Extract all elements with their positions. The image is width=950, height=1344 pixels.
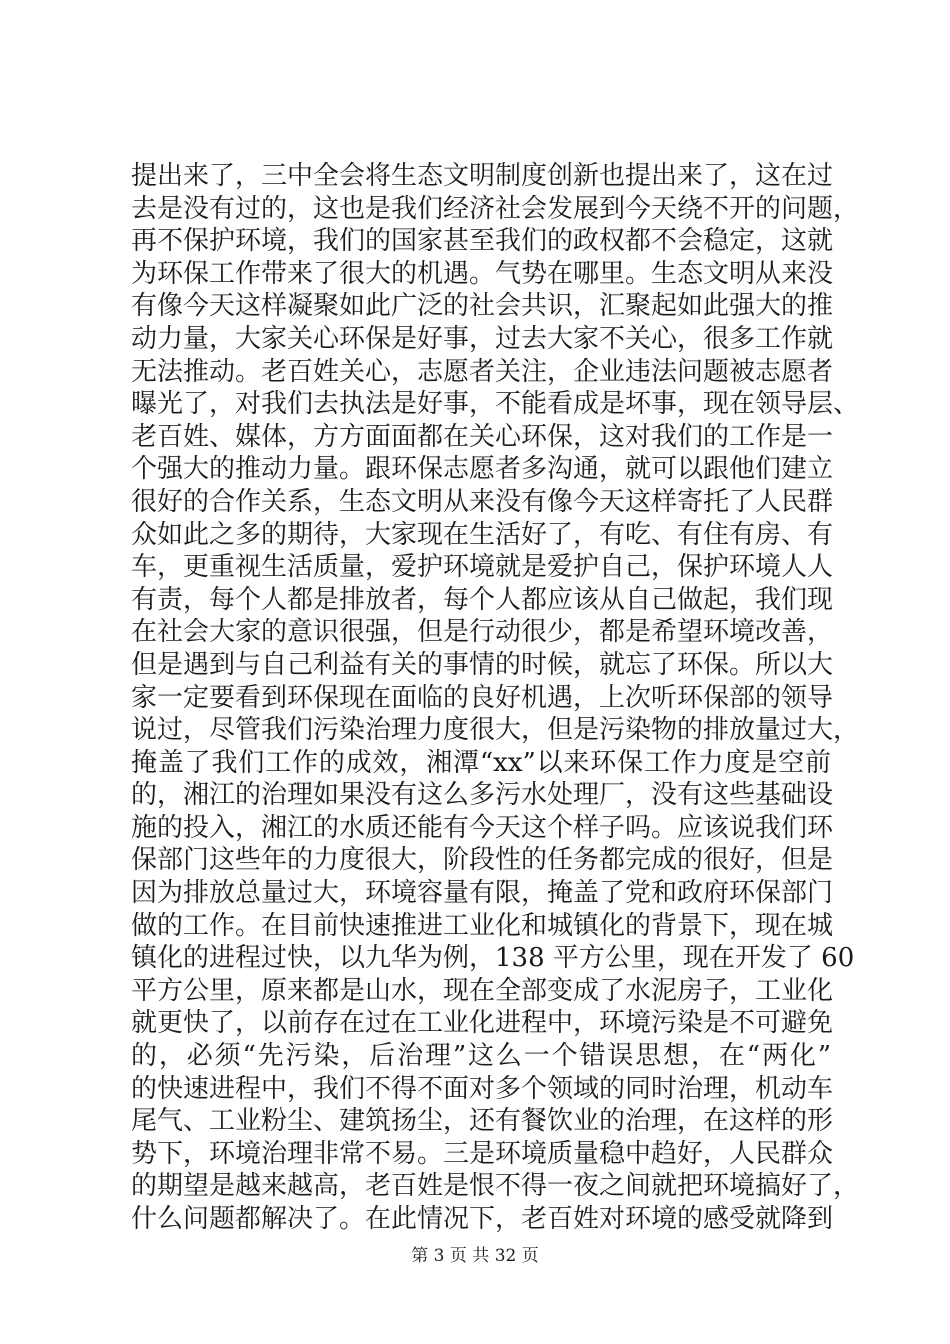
text-line: 的，必须“先污染，后治理”这么一个错误思想，在“两化” [131,1041,831,1072]
text-line: 很好的合作关系，生态文明从来没有像今天这样寄托了人民群 [131,486,834,517]
text-line: 什么问题都解决了。在此情况下，老百姓对环境的感受就降到 [131,1204,834,1234]
text-line: 动力量，大家关心环保是好事，过去大家不关心，很多工作就 [131,323,834,354]
text-line: 提出来了，三中全会将生态文明制度创新也提出来了，这在过 [131,161,834,191]
text-line: 势下，环境治理非常不易。三是环境质量稳中趋好，人民群众 [131,1138,834,1169]
text-line: 为环保工作带来了很大的机遇。气势在哪里。生态文明从来没 [131,258,834,289]
text-line: 有责，每个人都是排放者，每个人都应该从自己做起，我们现 [131,584,834,615]
text-line: 再不保护环境，我们的国家甚至我们的政权都不会稳定，这就 [131,226,834,257]
body-text [131,160,860,1236]
text-line: 车，更重视生活质量，爱护环境就是爱护自己，保护环境人人 [131,552,834,583]
text-line: 因为排放总量过大，环境容量有限，掩盖了党和政府环保部门 [131,878,834,909]
text-line: 说过，尽管我们污染治理力度很大，但是污染物的排放量过大， [131,715,860,746]
text-line: 无法推动。老百姓关心，志愿者关注，企业违法问题被志愿者 [131,356,834,387]
page-footer [0,1241,950,1266]
text-line: 掩盖了我们工作的成效，湘潭“xx”以来环保工作力度是空前 [131,747,831,778]
text-line: 曝光了，对我们去执法是好事，不能看成是坏事，现在领导层、 [131,389,860,420]
text-line: 有像今天这样凝聚如此广泛的社会共识，汇聚起如此强大的推 [131,291,834,322]
text-line: 就更快了，以前存在过在工业化进程中，环境污染是不可避免 [131,1008,834,1039]
text-line: 镇化的进程过快，以九华为例，138 平方公里，现在开发了 60 [131,943,855,974]
text-line: 平方公里，原来都是山水，现在全部变成了水泥房子，工业化 [131,975,834,1006]
text-line: 尾气、工业粉尘、建筑扬尘，还有餐饮业的治理，在这样的形 [131,1106,834,1137]
text-line: 但是遇到与自己利益有关的事情的时候，就忘了环保。所以大 [131,649,834,680]
page-number-label: 第 3 页 共 32 页 [411,1246,539,1266]
text-line: 家一定要看到环保现在面临的良好机遇，上次听环保部的领导 [131,682,834,713]
text-line: 的，湘江的治理如果没有这么多污水处理厂，没有这些基础设 [131,780,834,811]
text-line: 做的工作。在目前快速推进工业化和城镇化的背景下，现在城 [131,910,834,941]
text-line: 老百姓、媒体，方方面面都在关心环保，这对我们的工作是一 [131,421,834,452]
text-line: 的期望是越来越高，老百姓是恨不得一夜之间就把环境搞好了， [131,1171,860,1202]
text-line: 保部门这些年的力度很大，阶段性的任务都完成的很好，但是 [131,845,834,876]
text-line: 个强大的推动力量。跟环保志愿者多沟通，就可以跟他们建立 [131,454,834,485]
text-line: 施的投入，湘江的水质还能有今天这个样子吗。应该说我们环 [131,812,834,843]
text-line: 的快速进程中，我们不得不面对多个领域的同时治理，机动车 [131,1073,834,1104]
text-line: 在社会大家的意识很强，但是行动很少，都是希望环境改善， [131,617,834,648]
text-line: 众如此之多的期待，大家现在生活好了，有吃、有住有房、有 [131,519,834,550]
text-line: 去是没有过的，这也是我们经济社会发展到今天绕不开的问题， [131,193,860,224]
